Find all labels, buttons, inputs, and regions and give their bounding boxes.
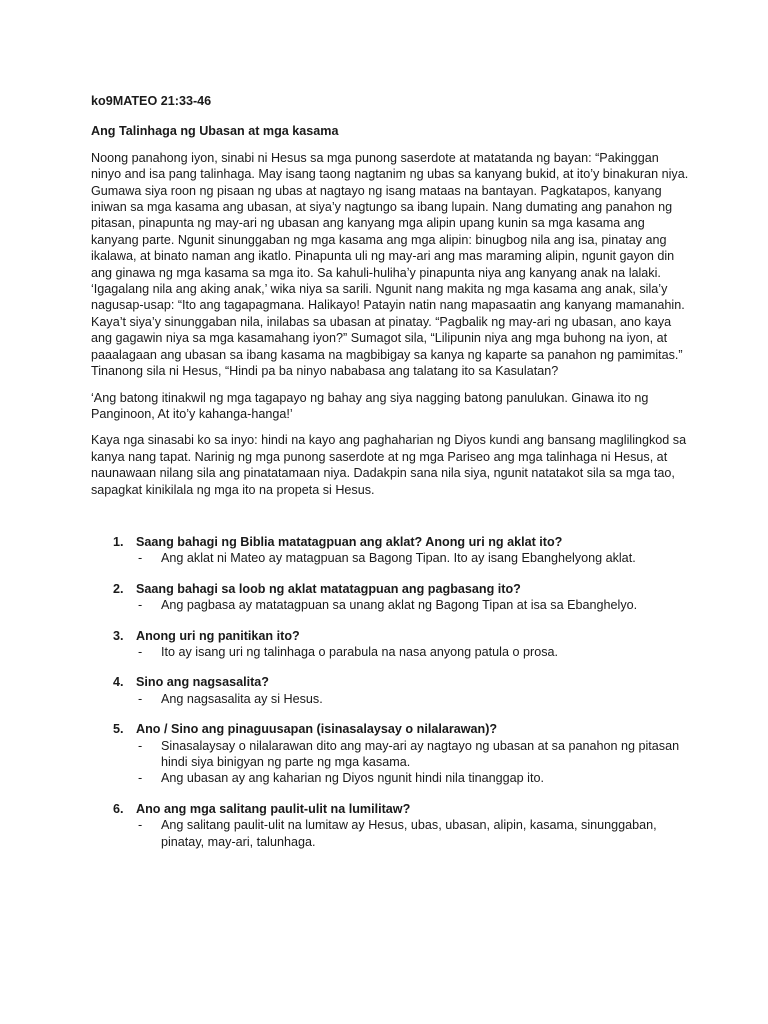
dash-bullet: -: [138, 738, 143, 753]
question-line: [91, 581, 691, 597]
question-text: Saang bahagi ng Biblia matatagpuan ang aklat? Anong uri ng aklat ito?: [136, 534, 563, 549]
answer-item: [91, 770, 691, 786]
answer-item: [91, 738, 691, 771]
answer-text: Sinasalaysay o nilalarawan dito ang may-ari ay nagtayo ng ubasan at sa panahon ng pitasan hindi siya binigyan ng parte ng mga kasama.: [161, 738, 680, 769]
scripture-reference: ko9MATEO 21:33-46: [91, 94, 212, 108]
quote-paragraph: ‘Ang batong itinakwil ng mga tagapayo ng bahay ang siya nagging batong panulukan. Ginawa ito ng Panginoon, At ito’y kahanga-hanga!’: [91, 390, 649, 421]
closing-paragraph: Kaya nga sinasabi ko sa inyo: hindi na kayo ang paghaharian ng Diyos kundi ang bansang maglilingkod sa kanya nang tapat. Narinig ng mga punong saserdote at ng mga Pariseo ang mga talinhaga ni Hesus, at naunawaan nilang sila ang pinatatamaan niya. Dadakpin sana nila siya, ngunit natatakot sila sa mga tao, sapagkat kinikilala ng mga ito na propeta si Hesus.: [91, 433, 687, 497]
answer-item: [91, 550, 691, 566]
answer-list: [91, 550, 691, 566]
answer-text: Ito ay isang uri ng talinhaga o parabula na nasa anyong patula o prosa.: [161, 644, 558, 659]
question-item: [91, 721, 691, 787]
question-line: [91, 801, 691, 817]
answer-text: Ang ubasan ay ang kaharian ng Diyos ngunit hindi nila tinanggap ito.: [161, 771, 544, 786]
question-text: Ano ang mga salitang paulit-ulit na lumilitaw?: [136, 801, 411, 816]
question-text: Sino ang nagsasalita?: [136, 675, 269, 690]
dash-bullet: -: [138, 691, 143, 706]
question-text: Saang bahagi sa loob ng aklat matatagpuan ang pagbasang ito?: [136, 581, 521, 596]
gospel-paragraph: Noong panahong iyon, sinabi ni Hesus sa mga punong saserdote at matatanda ng bayan: “Pakinggan ninyo and isa pang talinhaga. May isang taong nagtanim ng ubas sa kanyang bukid, at ito’y binakuran niya. Gumawa siya roon ng pisaan ng ubas at nagtayo ng isang mataas na bantayan. Pagkatapos, kanyang iniwan sa mga kasama ang ubasan, at siya’y nagtungo sa ibang lupain. Nang dumating ang panahon ng pitasan, pinapunta ng may-ari ng ubasan ang kanyang mga alipin upang kunin sa mga kasama ang kanyang parte. Ngunit sinunggaban ng mga kasama ang mga alipin: binugbog nila ang isa, pinatay ang ikalawa, at binato naman ang ikatlo. Pinapunta uli ng may-ari ang mas maraming alipin, ngunit gayon din ang ginawa ng mga kasama sa mga ito. Sa kahuli-hulihaʼy pinapunta niya ang kanyang anak na lalaki. ‘Igagalang nila ang aking anak,’ wika niya sa sarili. Ngunit nang makita ng mga kasama ang anak, sila’y nagusap-usap: “Ito ang tagapagmana. Halikayo! Patayin natin nang mapasaatin ang kanyang mamanahin. Kaya’t siya’y sinunggaban nila, inilabas sa ubasan at pinatay. “Pagbalik ng may-ari ng ubasan, ano kaya ang gagawin niya sa mga kasamahang iyon?” Sumagot sila, “Lilipunin niya ang mga buhong na iyon, at paaalagaan ang ubasan sa ibang kasama na magbibigay sa kanya ng kaparte sa panahon ng pamimitas.” Tinanong sila ni Hesus, “Hindi pa ba ninyo nababasa ang talatang ito sa Kasulatan?: [91, 150, 689, 379]
answer-list: [91, 738, 691, 787]
question-item: [91, 534, 691, 567]
dash-bullet: -: [138, 551, 143, 566]
answer-text: Ang nagsasalita ay si Hesus.: [161, 691, 323, 706]
answer-item: [91, 817, 691, 850]
answer-text: Ang salitang paulit-ulit na lumitaw ay Hesus, ubas, ubasan, alipin, kasama, sinunggaban, pinatay, may-ari, talunhaga.: [161, 818, 657, 849]
answer-text: Ang aklat ni Mateo ay matagpuan sa Bagong Tipan. Ito ay isang Ebanghelyong aklat.: [161, 551, 636, 566]
document-title: Ang Talinhaga ng Ubasan at mga kasama: [91, 124, 339, 139]
question-number: 6.: [113, 801, 124, 816]
question-item: [91, 628, 691, 661]
question-item: [91, 674, 691, 707]
question-item: [91, 801, 691, 850]
question-line: [91, 628, 691, 644]
dash-bullet: -: [138, 818, 143, 833]
dash-bullet: -: [138, 644, 143, 659]
answer-item: [91, 597, 691, 613]
question-item: [91, 581, 691, 614]
question-number: 2.: [113, 581, 124, 596]
answer-item: [91, 691, 691, 707]
answer-item: [91, 644, 691, 660]
question-number: 3.: [113, 628, 124, 643]
question-line: [91, 721, 691, 737]
answer-text: Ang pagbasa ay matatagpuan sa unang aklat ng Bagong Tipan at isa sa Ebanghelyo.: [161, 598, 638, 613]
document-page: [91, 93, 691, 864]
dash-bullet: -: [138, 598, 143, 613]
question-text: Anong uri ng panitikan ito?: [136, 628, 300, 643]
question-line: [91, 534, 691, 550]
answer-list: [91, 597, 691, 613]
dash-bullet: -: [138, 771, 143, 786]
question-list: [91, 534, 691, 850]
question-text: Ano / Sino ang pinaguusapan (isinasalaysay o nilalarawan)?: [136, 722, 498, 737]
answer-list: [91, 691, 691, 707]
question-number: 4.: [113, 675, 124, 690]
question-number: 1.: [113, 534, 124, 549]
question-number: 5.: [113, 722, 124, 737]
answer-list: [91, 817, 691, 850]
answer-list: [91, 644, 691, 660]
question-line: [91, 674, 691, 690]
